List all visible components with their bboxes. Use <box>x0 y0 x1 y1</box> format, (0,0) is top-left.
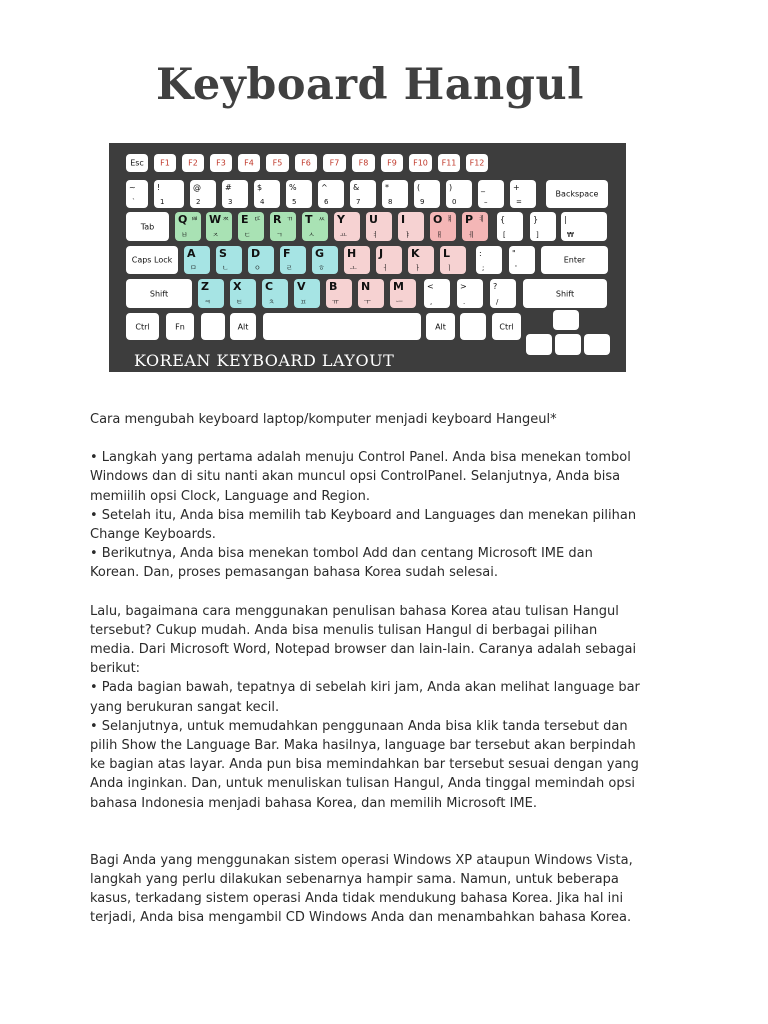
key-2-12 <box>530 212 556 241</box>
key-secondary: ㅛ <box>340 231 347 239</box>
key-secondary: ㅋ <box>204 298 211 306</box>
key-label: W <box>209 213 222 226</box>
key-0-11 <box>438 154 460 172</box>
key-label: J <box>379 247 384 260</box>
key-4-6 <box>358 279 384 308</box>
key-1-0 <box>126 180 148 208</box>
text-line: bahasa Indonesia menjadi bahasa Korea, dan memilih Microsoft IME. <box>90 795 537 811</box>
key-secondary: 8 <box>388 198 393 206</box>
key-5-0 <box>126 313 159 340</box>
key-0-3 <box>210 154 232 172</box>
key-label: Shift <box>555 289 575 298</box>
key-1-8 <box>382 180 408 208</box>
key-label: H <box>347 247 357 260</box>
key-2-5 <box>302 212 328 241</box>
key-2-3 <box>238 212 264 241</box>
key-3-7 <box>376 246 402 274</box>
key-1-11 <box>478 180 504 208</box>
key-secondary: 1 <box>160 198 165 206</box>
key-4-7 <box>390 279 416 308</box>
key-secondary: 5 <box>292 198 297 206</box>
text-line: Anda inginkan. Dan, untuk menuliskan tulisan Hangul, Anda tinggal memindah opsi <box>90 776 635 792</box>
key-secondary: ㅐ <box>436 231 443 239</box>
key-secondary: ㅗ <box>350 264 357 272</box>
key-shift-jamo: ㅆ <box>318 215 325 223</box>
key-4-4 <box>294 279 320 308</box>
key-0-6 <box>295 154 317 172</box>
key-shift-jamo: ㄲ <box>286 215 293 223</box>
key-label: Alt <box>237 322 249 331</box>
key-label: F10 <box>413 158 428 168</box>
key-secondary: ㅁ <box>190 264 197 272</box>
key-2-11 <box>497 212 523 241</box>
key-0-4 <box>238 154 260 172</box>
paragraph-usage <box>90 602 690 813</box>
key-0-0 <box>126 154 148 172</box>
key-secondary: [ <box>503 231 506 239</box>
text-line: yang berukuran sangat kecil. <box>90 699 280 715</box>
key-3-9 <box>440 246 466 274</box>
key-secondary: ㅇ <box>254 264 261 272</box>
text-line: • Setelah itu, Anda bisa memilih tab Keyboard and Languages dan menekan pilihan <box>90 507 637 523</box>
key-2-2 <box>206 212 232 241</box>
key-label: Caps Lock <box>131 255 173 265</box>
key-secondary: ㅈ <box>212 231 219 239</box>
key-0-5 <box>266 154 289 172</box>
key-2-10 <box>462 212 488 241</box>
key-label: Q <box>178 213 188 226</box>
key-label: % <box>289 183 297 192</box>
paragraph-xp-vista <box>90 851 690 928</box>
text-line: terjadi, Anda bisa mengambil CD Windows Anda dan menambahkan bahasa Korea. <box>90 910 632 926</box>
key-label: # <box>225 183 232 192</box>
text-line: ke bagian atas layar. Anda pun bisa memindahkan bar tersebut sesuai dengan yang <box>90 757 639 773</box>
key-shift-jamo: ㄸ <box>254 215 261 223</box>
key-3-6 <box>344 246 370 274</box>
key-label: G <box>315 247 325 260</box>
key-4-5 <box>326 279 352 308</box>
key-3-12 <box>541 246 608 274</box>
key-1-1 <box>154 180 184 208</box>
key-3-5 <box>312 246 338 274</box>
key-5-8 <box>553 310 579 330</box>
page-title: Keyboard Hangul <box>156 60 584 110</box>
key-label: $ <box>257 183 263 192</box>
key-secondary: ㄴ <box>222 264 229 272</box>
key-secondary: ` <box>132 198 136 206</box>
key-secondary: ㅊ <box>268 298 275 306</box>
key-shift-jamo: ㅖ <box>478 215 485 223</box>
key-4-10 <box>490 279 516 308</box>
key-4-3 <box>262 279 288 308</box>
key-label: Y <box>337 213 345 226</box>
text-line: kasus, terkadang sistem operasi Anda tidak mendukung bahasa Korea. Jika hal ini <box>90 891 624 907</box>
key-shift-jamo: ㅃ <box>191 215 198 223</box>
key-1-6 <box>318 180 344 208</box>
key-2-8 <box>398 212 424 241</box>
key-secondary: ㅂ <box>181 231 188 239</box>
key-3-3 <box>248 246 274 274</box>
key-label: U <box>369 213 378 226</box>
key-label: | <box>564 215 567 224</box>
key-secondary: , <box>430 298 433 306</box>
key-0-7 <box>323 154 346 172</box>
text-line: berikut: <box>90 661 141 677</box>
key-label: Enter <box>563 255 586 265</box>
key-label: Z <box>201 280 209 293</box>
key-4-2 <box>230 279 256 308</box>
key-5-3 <box>230 313 256 340</box>
key-secondary: ㅌ <box>236 298 243 306</box>
korean-keyboard-image <box>109 143 626 372</box>
key-2-7 <box>366 212 392 241</box>
key-label: + <box>513 183 520 192</box>
key-1-7 <box>350 180 376 208</box>
key-1-9 <box>414 180 440 208</box>
key-secondary: ㅣ <box>446 264 453 272</box>
key-secondary: ㅔ <box>468 231 475 239</box>
key-3-4 <box>280 246 306 274</box>
key-3-0 <box>126 246 178 274</box>
key-secondary: 4 <box>260 198 265 206</box>
key-label: Alt <box>435 322 446 331</box>
key-label: Esc <box>130 158 144 168</box>
key-secondary: ㅍ <box>300 298 307 306</box>
text-line: tersebut? Cukup mudah. Anda bisa menulis tulisan Hangul di berbagai pilihan <box>90 622 598 638</box>
key-secondary: ㄹ <box>286 264 293 272</box>
key-2-13 <box>561 212 607 241</box>
key-secondary: 0 <box>452 198 457 206</box>
key-label: N <box>361 280 371 293</box>
key-label: F9 <box>387 158 397 168</box>
key-1-12 <box>510 180 536 208</box>
key-5-10 <box>555 334 581 355</box>
key-secondary: 3 <box>228 198 233 206</box>
key-label: Fn <box>175 322 185 331</box>
text-line: • Berikutnya, Anda bisa menekan tombol Add dan centang Microsoft IME dan <box>90 546 593 562</box>
key-label: ^ <box>321 183 328 192</box>
key-label: F <box>283 247 291 260</box>
key-label: ? <box>493 282 498 291</box>
key-secondary: 6 <box>324 198 329 206</box>
text-line: • Selanjutnya, untuk memudahkan penggunaan Anda bisa klik tanda tersebut dan <box>90 718 628 734</box>
key-label: } <box>533 215 539 224</box>
key-label: F7 <box>329 158 340 168</box>
key-2-9 <box>430 212 456 241</box>
key-5-9 <box>526 334 552 355</box>
key-label: * <box>385 183 389 192</box>
text-line: Korean. Dan, proses pemasangan bahasa Korea sudah selesai. <box>90 565 498 581</box>
key-3-8 <box>408 246 434 274</box>
text-line: pilih Show the Language Bar. Maka hasilnya, language bar tersebut akan berpindah <box>90 738 636 754</box>
key-label: E <box>241 213 249 226</box>
intro-line: Cara mengubah keyboard laptop/komputer menjadi keyboard Hangeul* <box>90 412 557 427</box>
key-label: T <box>305 213 313 226</box>
key-label: : <box>479 249 482 258</box>
key-4-0 <box>126 279 192 308</box>
key-5-4 <box>263 313 421 340</box>
key-secondary: ㅕ <box>372 231 379 239</box>
key-label: F3 <box>216 158 226 168</box>
key-0-12 <box>466 154 488 172</box>
key-2-4 <box>270 212 296 241</box>
text-line: • Pada bagian bawah, tepatnya di sebelah kiri jam, Anda akan melihat language bar <box>90 680 640 696</box>
key-3-10 <box>476 246 502 274</box>
key-secondary: = <box>516 198 522 206</box>
key-label: < <box>427 282 434 291</box>
key-label: O <box>433 213 443 226</box>
key-label: ) <box>449 183 453 192</box>
key-label: S <box>219 247 227 260</box>
key-secondary: ㅡ <box>396 298 403 306</box>
key-0-8 <box>352 154 375 172</box>
key-secondary: ㅑ <box>404 231 411 239</box>
key-5-6 <box>460 313 486 340</box>
key-shift-jamo: ㅉ <box>222 215 229 223</box>
key-label: Ctrl <box>135 322 150 331</box>
key-label: D <box>251 247 261 260</box>
key-label: F2 <box>188 158 198 168</box>
text-line: media. Dari Microsoft Word, Notepad browser dan lain-lain. Caranya adalah sebagai <box>90 642 637 658</box>
key-label: C <box>265 280 274 293</box>
key-label: F5 <box>272 158 283 168</box>
key-5-1 <box>166 313 194 340</box>
key-label: P <box>465 213 474 226</box>
key-secondary: ; <box>482 264 485 272</box>
key-label: Tab <box>140 222 155 231</box>
key-secondary: / <box>496 298 499 306</box>
key-1-2 <box>190 180 216 208</box>
key-label: ! <box>157 183 161 192</box>
paragraph-steps <box>90 448 690 582</box>
key-secondary: . <box>463 298 466 306</box>
key-5-7 <box>492 313 521 340</box>
key-secondary: 2 <box>196 198 201 206</box>
key-label: L <box>443 247 451 260</box>
key-secondary: ㅏ <box>414 264 421 272</box>
key-label: ~ <box>129 183 136 192</box>
key-secondary: ₩ <box>567 231 574 239</box>
key-4-1 <box>198 279 224 308</box>
key-label: F8 <box>358 158 369 168</box>
key-4-9 <box>457 279 483 308</box>
key-label: Ctrl <box>499 322 514 331</box>
text-line: langkah yang perlu dilakukan sebenarnya hampir sama. Namun, untuk beberapa <box>90 872 619 888</box>
key-label: Backspace <box>555 189 599 199</box>
key-label: & <box>353 183 360 192</box>
key-0-2 <box>182 154 204 172</box>
keyboard-caption: KOREAN KEYBOARD LAYOUT <box>134 351 395 370</box>
key-secondary: 9 <box>420 198 425 206</box>
key-label: F1 <box>160 158 170 168</box>
key-4-11 <box>523 279 607 308</box>
key-label: F12 <box>469 158 485 168</box>
key-label: { <box>500 215 506 224</box>
key-label: A <box>187 247 196 260</box>
key-label: B <box>329 280 338 293</box>
key-label: _ <box>481 183 485 192</box>
key-0-10 <box>409 154 432 172</box>
key-1-13 <box>546 180 608 208</box>
key-4-8 <box>424 279 450 308</box>
text-line: memiilih opsi Clock, Language and Region. <box>90 488 370 504</box>
key-secondary: 7 <box>356 198 361 206</box>
key-secondary: ㅜ <box>364 298 371 306</box>
key-secondary: ] <box>536 231 539 239</box>
key-1-10 <box>446 180 472 208</box>
key-label: Shift <box>149 289 169 298</box>
key-5-2 <box>201 313 225 340</box>
text-line: Windows dan di situ nanti akan muncul opsi ControlPanel. Selanjutnya, Anda bisa <box>90 469 621 485</box>
key-secondary: ㅓ <box>382 264 389 272</box>
key-secondary: ㄷ <box>244 231 251 239</box>
key-1-5 <box>286 180 312 208</box>
text-line: • Langkah yang pertama adalah menuju Control Panel. Anda bisa menekan tombol <box>90 450 631 466</box>
key-2-1 <box>175 212 201 241</box>
key-0-9 <box>381 154 403 172</box>
key-shift-jamo: ㅒ <box>446 215 453 223</box>
key-3-11 <box>509 246 535 274</box>
key-label: " <box>512 249 516 258</box>
key-label: F6 <box>301 158 311 168</box>
key-1-4 <box>254 180 280 208</box>
key-secondary: ' <box>515 264 517 272</box>
key-label: @ <box>193 183 201 192</box>
text-line: Lalu, bagaimana cara menggunakan penulisan bahasa Korea atau tulisan Hangul <box>90 603 619 619</box>
key-0-1 <box>154 154 176 172</box>
key-label: M <box>393 280 404 293</box>
key-label: V <box>297 280 306 293</box>
key-label: I <box>401 213 406 226</box>
article-body <box>90 410 690 928</box>
key-label: X <box>233 280 242 293</box>
key-2-0 <box>126 212 169 241</box>
key-label: ( <box>417 183 421 192</box>
key-3-1 <box>184 246 210 274</box>
key-5-5 <box>426 313 455 340</box>
key-5-11 <box>584 334 610 355</box>
key-3-2 <box>216 246 242 274</box>
key-label: F11 <box>441 158 457 168</box>
key-secondary: ㄱ <box>276 231 283 239</box>
key-2-6 <box>334 212 360 241</box>
key-secondary: ㅎ <box>318 264 325 272</box>
key-label: R <box>273 213 282 226</box>
key-label: K <box>411 247 420 260</box>
key-secondary: – <box>484 198 488 206</box>
text-line: Bagi Anda yang menggunakan sistem operasi Windows XP ataupun Windows Vista, <box>90 852 633 868</box>
key-label: F4 <box>244 158 254 168</box>
key-label: > <box>460 282 467 291</box>
text-line: Change Keyboards. <box>90 527 216 543</box>
key-secondary: ㅠ <box>332 298 339 306</box>
key-1-3 <box>222 180 248 208</box>
key-secondary: ㅅ <box>308 231 315 239</box>
